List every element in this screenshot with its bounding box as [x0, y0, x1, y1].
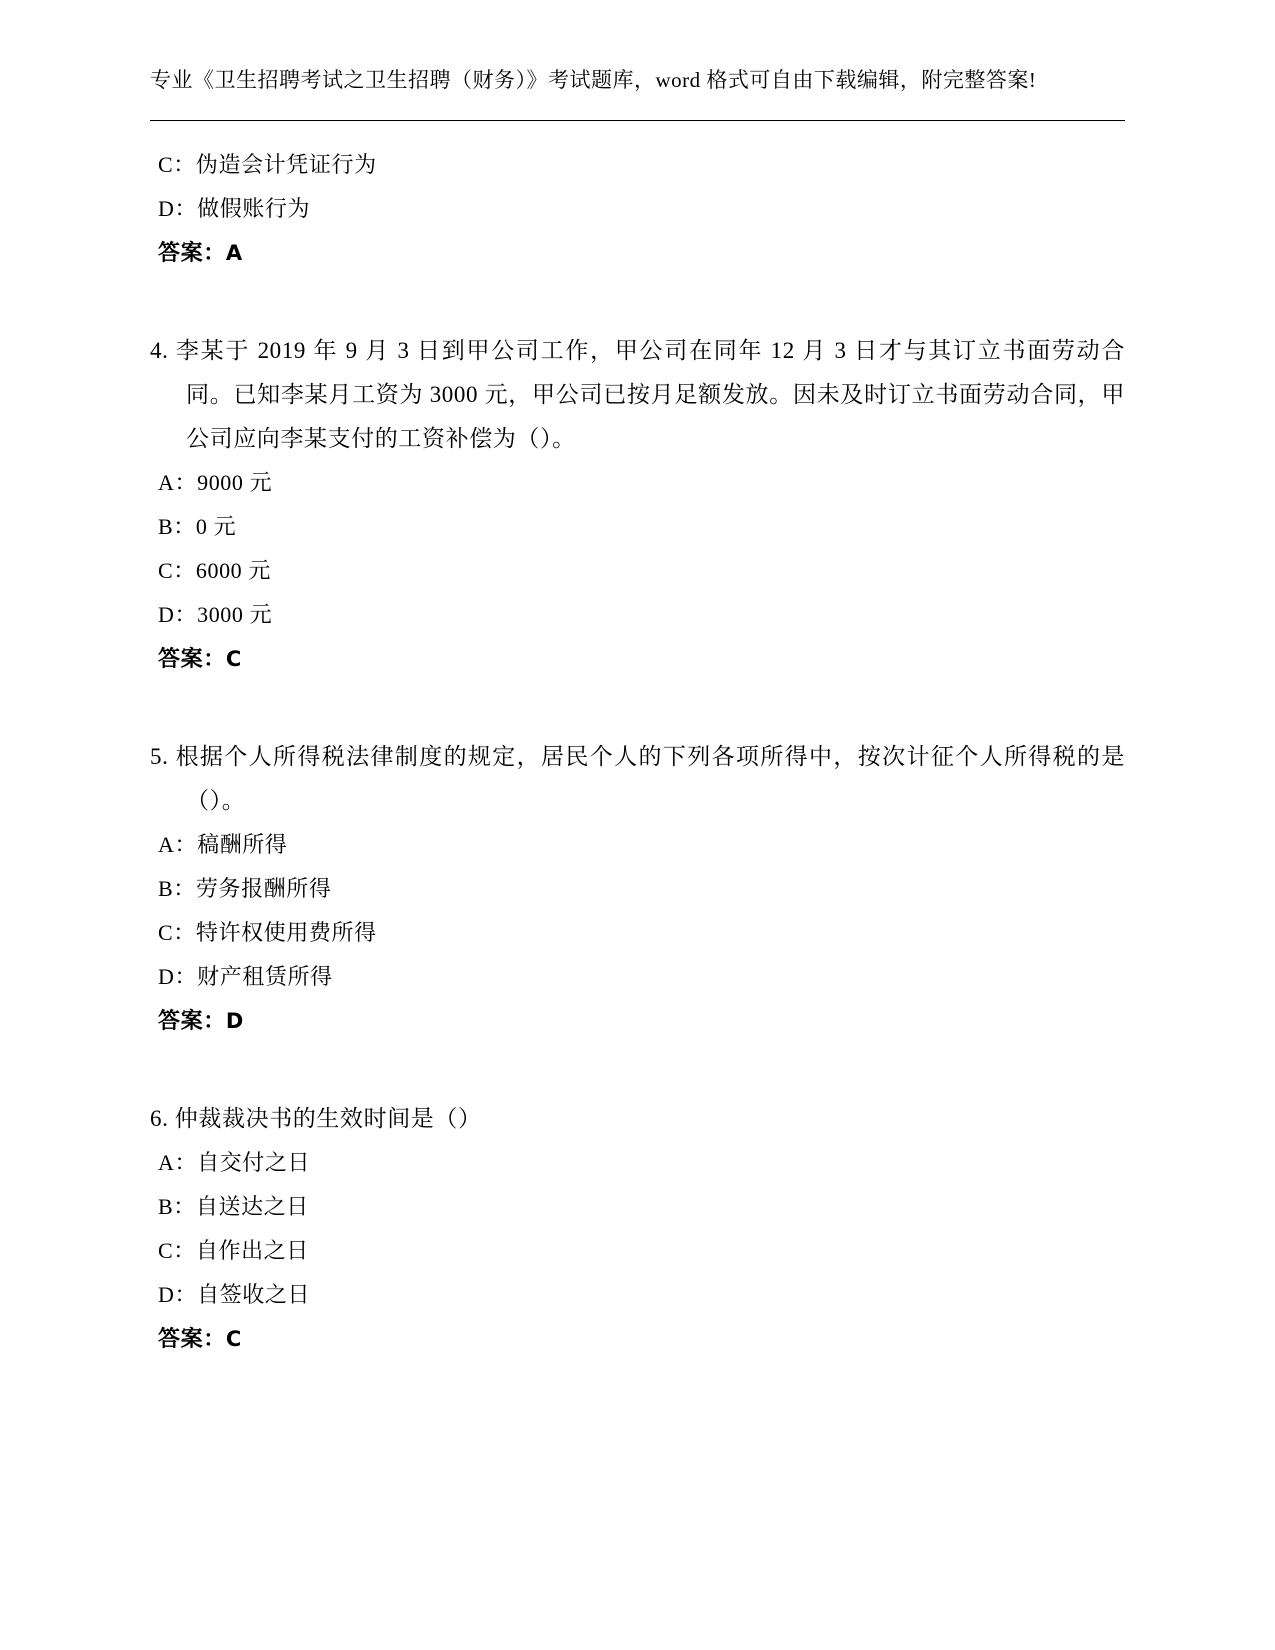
question-answer	[150, 999, 1125, 1043]
continued-answer	[150, 231, 1125, 275]
question-block	[150, 329, 1125, 681]
page-header: 专业《卫生招聘考试之卫生招聘（财务）》考试题库，word 格式可自由下载编辑，附完整答案!	[150, 68, 1037, 92]
question-option: B：自送达之日	[158, 1194, 309, 1219]
answer-label: 答案：	[158, 1326, 226, 1351]
answer-value: C	[225, 647, 242, 671]
continued-question-block	[150, 143, 1125, 275]
continued-option: C：伪造会计凭证行为	[158, 152, 377, 177]
answer-value: D	[225, 1009, 244, 1033]
question-option: A：自交付之日	[158, 1150, 311, 1175]
question-block	[150, 735, 1125, 1043]
question-option: A：9000 元	[158, 470, 273, 495]
question-stem: 5. 根据个人所得税法律制度的规定，居民个人的下列各项所得中，按次计征个人所得税的是（）。	[150, 744, 1125, 813]
question-option: B：劳务报酬所得	[158, 876, 332, 901]
answer-value: C	[225, 1327, 242, 1351]
answer-value: A	[225, 241, 243, 265]
question-answer	[150, 1317, 1125, 1361]
answer-label: 答案：	[158, 240, 226, 265]
question-stem: 6. 仲裁裁决书的生效时间是（）	[150, 1106, 482, 1131]
question-option: C：特许权使用费所得	[158, 920, 377, 945]
question-option: C：6000 元	[158, 558, 271, 583]
question-block	[150, 1097, 1125, 1361]
question-option: C：自作出之日	[158, 1238, 309, 1263]
document-body	[150, 121, 1125, 1361]
question-option: D：自签收之日	[158, 1282, 311, 1307]
answer-label: 答案：	[158, 1008, 226, 1033]
question-option: D：3000 元	[158, 602, 273, 627]
question-option: A：稿酬所得	[158, 832, 288, 857]
continued-option: D：做假账行为	[158, 196, 311, 221]
answer-label: 答案：	[158, 646, 226, 671]
question-option: B：0 元	[158, 514, 237, 539]
question-stem: 4. 李某于 2019 年 9 月 3 日到甲公司工作，甲公司在同年 12 月 3 日才与其订立书面劳动合同。已知李某月工资为 3000 元，甲公司已按月足额发放。因未及时订立书面劳动合同，甲公司应向李某支付的工资补偿为（）。	[150, 338, 1125, 451]
question-option: D：财产租赁所得	[158, 964, 333, 989]
question-answer	[150, 637, 1125, 681]
